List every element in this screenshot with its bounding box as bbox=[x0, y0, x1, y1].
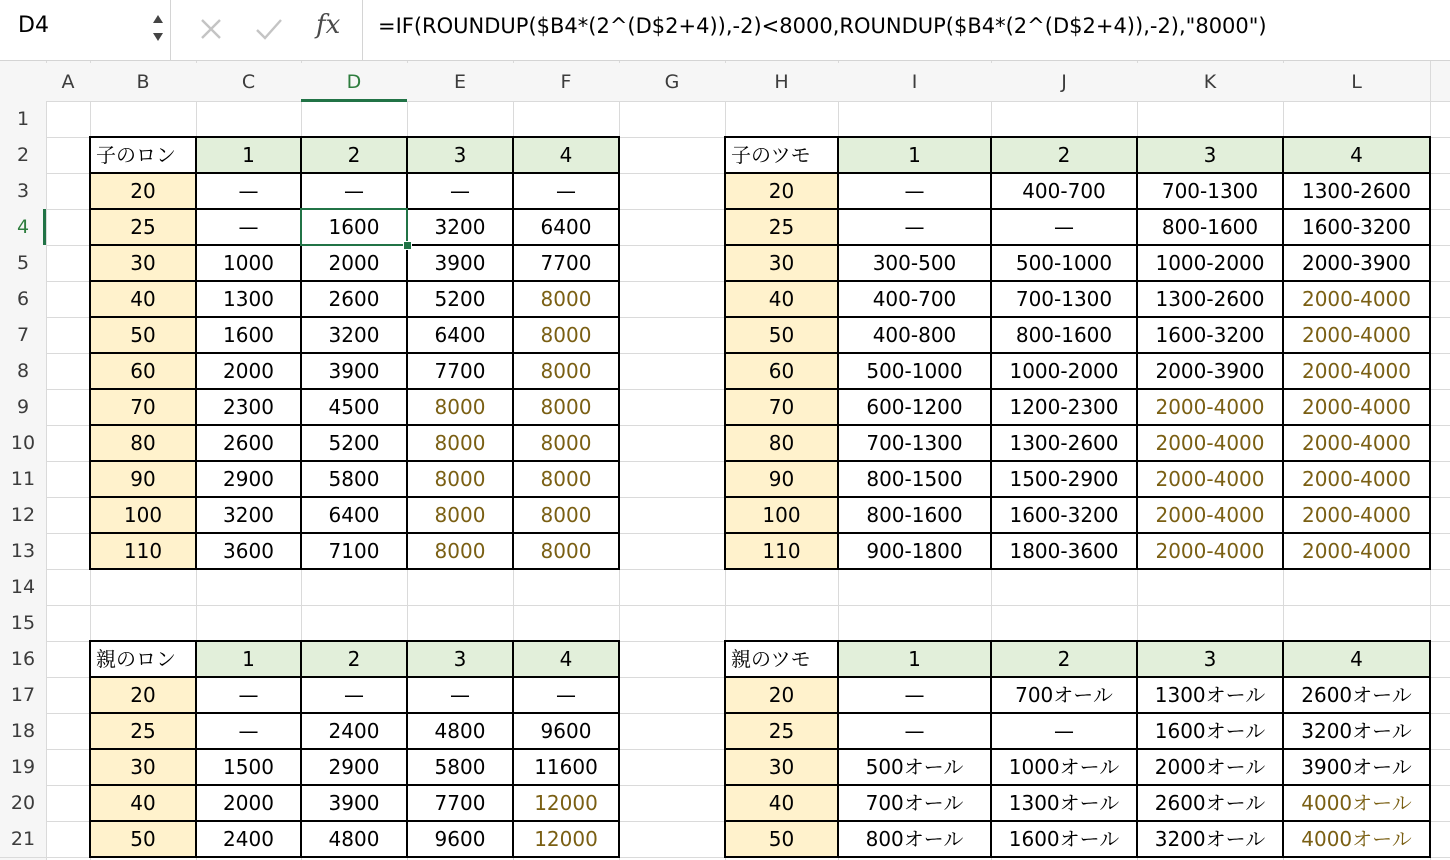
selected-row-indicator bbox=[43, 209, 46, 245]
value-cell[interactable]: 4800 bbox=[301, 821, 407, 857]
value-cell[interactable]: 3200 bbox=[407, 209, 513, 245]
table-border bbox=[89, 352, 620, 354]
table-title[interactable]: 親のツモ bbox=[725, 641, 838, 677]
insert-function-icon[interactable]: fx bbox=[316, 10, 341, 40]
value-cell[interactable]: 8000 bbox=[407, 389, 513, 425]
value-cell[interactable]: 800-1600 bbox=[991, 317, 1137, 353]
value-cell[interactable]: 2400 bbox=[301, 713, 407, 749]
value-cell[interactable]: 3900 bbox=[301, 353, 407, 389]
table-title[interactable]: 親のロン bbox=[90, 641, 196, 677]
value-cell[interactable]: 600-1200 bbox=[838, 389, 991, 425]
fu-cell[interactable]: 25 bbox=[90, 713, 196, 749]
row-header-1[interactable]: 1 bbox=[0, 101, 46, 137]
han-header[interactable]: 2 bbox=[301, 641, 407, 677]
value-cell[interactable]: 3900 bbox=[407, 245, 513, 281]
column-header-a[interactable]: A bbox=[46, 63, 90, 101]
table-border bbox=[724, 316, 1431, 318]
table-border bbox=[724, 532, 1431, 534]
value-cell[interactable]: 3900 bbox=[301, 785, 407, 821]
formula-bar-divider bbox=[362, 0, 363, 60]
value-cell[interactable]: — bbox=[991, 209, 1137, 245]
row-header-7[interactable]: 7 bbox=[0, 317, 46, 353]
fu-cell[interactable]: 40 bbox=[725, 281, 838, 317]
row-header-15[interactable]: 15 bbox=[0, 605, 46, 641]
table-border bbox=[724, 460, 1431, 462]
value-cell[interactable]: — bbox=[838, 713, 991, 749]
value-cell[interactable]: 2000-3900 bbox=[1137, 353, 1283, 389]
table-border bbox=[89, 280, 620, 282]
table-border bbox=[724, 640, 1431, 642]
value-cell[interactable]: 700-1300 bbox=[991, 281, 1137, 317]
value-cell[interactable]: — bbox=[301, 173, 407, 209]
column-header-c[interactable]: C bbox=[196, 63, 301, 101]
value-cell[interactable]: 5200 bbox=[301, 425, 407, 461]
table-border bbox=[89, 316, 620, 318]
value-cell[interactable]: 9600 bbox=[513, 713, 619, 749]
fu-cell[interactable]: 25 bbox=[725, 209, 838, 245]
fu-cell[interactable]: 40 bbox=[90, 785, 196, 821]
table-border bbox=[724, 172, 1431, 174]
row-header-11[interactable]: 11 bbox=[0, 461, 46, 497]
han-header[interactable]: 4 bbox=[513, 641, 619, 677]
value-cell[interactable]: 1000 bbox=[196, 245, 301, 281]
worksheet-grid[interactable] bbox=[0, 61, 1450, 860]
value-cell[interactable]: 8000 bbox=[407, 461, 513, 497]
table-border bbox=[89, 568, 620, 570]
value-cell[interactable]: 5800 bbox=[407, 749, 513, 785]
gridline-horizontal bbox=[0, 605, 1450, 606]
name-box-stepper-icon[interactable] bbox=[150, 10, 166, 46]
fu-cell[interactable]: 100 bbox=[90, 497, 196, 533]
value-cell[interactable]: 2000-4000 bbox=[1283, 317, 1430, 353]
fu-cell[interactable]: 80 bbox=[90, 425, 196, 461]
value-cell[interactable]: 800オール bbox=[838, 821, 991, 857]
value-cell[interactable]: — bbox=[991, 713, 1137, 749]
row-header-3[interactable]: 3 bbox=[0, 173, 46, 209]
table-border bbox=[89, 532, 620, 534]
value-cell[interactable]: 900-1800 bbox=[838, 533, 991, 569]
value-cell[interactable]: 500-1000 bbox=[838, 353, 991, 389]
row-header-13[interactable]: 13 bbox=[0, 533, 46, 569]
row-header-19[interactable]: 19 bbox=[0, 749, 46, 785]
column-header-f[interactable]: F bbox=[513, 63, 619, 101]
value-cell[interactable]: 3200 bbox=[301, 317, 407, 353]
table-border bbox=[89, 388, 620, 390]
value-cell[interactable]: 8000 bbox=[407, 425, 513, 461]
value-cell[interactable]: 2000オール bbox=[1137, 749, 1283, 785]
formula-input[interactable]: =IF(ROUNDUP($B4*(2^(D$2+4)),-2)<8000,ROUNDUP($B4*(2^(D$2+4)),-2),"8000") bbox=[378, 14, 1267, 38]
value-cell[interactable]: 2000 bbox=[301, 245, 407, 281]
value-cell[interactable]: 2600オール bbox=[1137, 785, 1283, 821]
table-border bbox=[724, 136, 1431, 138]
fu-cell[interactable]: 20 bbox=[90, 677, 196, 713]
value-cell[interactable]: — bbox=[196, 209, 301, 245]
value-cell[interactable]: 1300-2600 bbox=[991, 425, 1137, 461]
value-cell[interactable]: 6400 bbox=[407, 317, 513, 353]
table-border bbox=[724, 244, 1431, 246]
table-border bbox=[724, 676, 1431, 678]
value-cell[interactable]: 4800 bbox=[407, 713, 513, 749]
name-box-value: D4 bbox=[18, 13, 49, 38]
value-cell[interactable]: 700オール bbox=[838, 785, 991, 821]
value-cell[interactable]: 9600 bbox=[407, 821, 513, 857]
fu-cell[interactable]: 90 bbox=[725, 461, 838, 497]
han-header[interactable]: 2 bbox=[991, 641, 1137, 677]
value-cell[interactable]: 400-800 bbox=[838, 317, 991, 353]
value-cell[interactable]: 8000 bbox=[513, 281, 619, 317]
han-header[interactable]: 1 bbox=[196, 137, 301, 173]
value-cell[interactable]: — bbox=[407, 677, 513, 713]
table-border bbox=[89, 460, 620, 462]
value-cell[interactable]: 500-1000 bbox=[991, 245, 1137, 281]
value-cell[interactable]: 8000 bbox=[513, 425, 619, 461]
fu-cell[interactable]: 110 bbox=[725, 533, 838, 569]
value-cell[interactable]: 1600-3200 bbox=[1137, 317, 1283, 353]
row-header-17[interactable]: 17 bbox=[0, 677, 46, 713]
row-header-18[interactable]: 18 bbox=[0, 713, 46, 749]
value-cell[interactable]: — bbox=[407, 173, 513, 209]
value-cell[interactable]: 2900 bbox=[301, 749, 407, 785]
row-header-14[interactable]: 14 bbox=[0, 569, 46, 605]
row-header-16[interactable]: 16 bbox=[0, 641, 46, 677]
table-border bbox=[724, 856, 1431, 858]
fu-cell[interactable]: 30 bbox=[725, 245, 838, 281]
table-border bbox=[89, 136, 620, 138]
value-cell[interactable]: 5800 bbox=[301, 461, 407, 497]
value-cell[interactable]: 8000 bbox=[513, 533, 619, 569]
table-border bbox=[724, 784, 1431, 786]
fu-cell[interactable]: 80 bbox=[725, 425, 838, 461]
table-border bbox=[724, 712, 1431, 714]
value-cell[interactable]: 500オール bbox=[838, 749, 991, 785]
value-cell[interactable]: 1600 bbox=[196, 317, 301, 353]
row-header-10[interactable]: 10 bbox=[0, 425, 46, 461]
table-border bbox=[89, 640, 620, 642]
value-cell[interactable]: 1600-3200 bbox=[1283, 209, 1430, 245]
value-cell[interactable]: 800-1600 bbox=[838, 497, 991, 533]
column-header-e[interactable]: E bbox=[407, 63, 513, 101]
value-cell[interactable]: 8000 bbox=[513, 497, 619, 533]
table-border bbox=[89, 748, 620, 750]
value-cell[interactable]: — bbox=[838, 677, 991, 713]
han-header[interactable]: 2 bbox=[991, 137, 1137, 173]
value-cell[interactable]: 8000 bbox=[513, 353, 619, 389]
row-header-20[interactable]: 20 bbox=[0, 785, 46, 821]
value-cell[interactable]: 1000-2000 bbox=[1137, 245, 1283, 281]
table-border bbox=[89, 172, 620, 174]
fu-cell[interactable]: 20 bbox=[90, 173, 196, 209]
fu-cell[interactable]: 25 bbox=[725, 713, 838, 749]
han-header[interactable]: 3 bbox=[1137, 641, 1283, 677]
value-cell[interactable]: 700-1300 bbox=[1137, 173, 1283, 209]
value-cell[interactable]: 4000オール bbox=[1283, 785, 1430, 821]
han-header[interactable]: 3 bbox=[407, 641, 513, 677]
han-header[interactable]: 4 bbox=[513, 137, 619, 173]
row-header-6[interactable]: 6 bbox=[0, 281, 46, 317]
han-header[interactable]: 2 bbox=[301, 137, 407, 173]
table-border bbox=[724, 280, 1431, 282]
row-header-9[interactable]: 9 bbox=[0, 389, 46, 425]
value-cell[interactable]: — bbox=[196, 173, 301, 209]
value-cell[interactable]: 3600 bbox=[196, 533, 301, 569]
value-cell[interactable]: 1600オール bbox=[991, 821, 1137, 857]
value-cell[interactable]: 2900 bbox=[196, 461, 301, 497]
value-cell[interactable]: 2000-4000 bbox=[1137, 461, 1283, 497]
row-header-5[interactable]: 5 bbox=[0, 245, 46, 281]
table-border bbox=[89, 676, 620, 678]
fu-cell[interactable]: 30 bbox=[90, 245, 196, 281]
value-cell[interactable]: 1500 bbox=[196, 749, 301, 785]
cancel-icon[interactable] bbox=[196, 14, 226, 44]
value-cell[interactable]: 2000-4000 bbox=[1283, 389, 1430, 425]
column-header-i[interactable]: I bbox=[838, 63, 991, 101]
fill-handle[interactable] bbox=[403, 241, 412, 250]
column-header-j[interactable]: J bbox=[991, 63, 1137, 101]
value-cell[interactable]: 2000-4000 bbox=[1283, 461, 1430, 497]
column-header-d[interactable]: D bbox=[301, 63, 407, 101]
table-border bbox=[724, 748, 1431, 750]
han-header[interactable]: 3 bbox=[1137, 137, 1283, 173]
value-cell[interactable]: 4500 bbox=[301, 389, 407, 425]
value-cell[interactable]: 1300-2600 bbox=[1283, 173, 1430, 209]
value-cell[interactable]: — bbox=[838, 209, 991, 245]
table-border bbox=[724, 388, 1431, 390]
table-border bbox=[724, 208, 1431, 210]
value-cell[interactable]: — bbox=[196, 677, 301, 713]
value-cell[interactable]: 2600 bbox=[301, 281, 407, 317]
value-cell[interactable]: 2400 bbox=[196, 821, 301, 857]
fu-cell[interactable]: 30 bbox=[725, 749, 838, 785]
value-cell[interactable]: 3900オール bbox=[1283, 749, 1430, 785]
value-cell[interactable]: 11600 bbox=[513, 749, 619, 785]
fu-cell[interactable]: 20 bbox=[725, 173, 838, 209]
han-header[interactable]: 3 bbox=[407, 137, 513, 173]
value-cell[interactable]: 8000 bbox=[407, 533, 513, 569]
table-border bbox=[724, 352, 1431, 354]
fu-cell[interactable]: 110 bbox=[90, 533, 196, 569]
confirm-icon[interactable] bbox=[253, 14, 285, 44]
fu-cell[interactable]: 40 bbox=[90, 281, 196, 317]
han-header[interactable]: 4 bbox=[1283, 641, 1430, 677]
column-header-g[interactable]: G bbox=[619, 63, 725, 101]
fu-cell[interactable]: 50 bbox=[90, 821, 196, 857]
value-cell[interactable]: 2000-4000 bbox=[1283, 425, 1430, 461]
table-border bbox=[89, 784, 620, 786]
value-cell[interactable]: 2000-4000 bbox=[1283, 353, 1430, 389]
value-cell[interactable]: 8000 bbox=[513, 389, 619, 425]
column-header-l[interactable]: L bbox=[1283, 63, 1430, 101]
han-header[interactable]: 4 bbox=[1283, 137, 1430, 173]
column-header-b[interactable]: B bbox=[90, 63, 196, 101]
fu-cell[interactable]: 50 bbox=[90, 317, 196, 353]
row-header-12[interactable]: 12 bbox=[0, 497, 46, 533]
selected-column-indicator bbox=[301, 99, 407, 102]
value-cell[interactable]: 2000-4000 bbox=[1283, 281, 1430, 317]
table-border bbox=[89, 712, 620, 714]
value-cell[interactable]: 2000-4000 bbox=[1137, 425, 1283, 461]
table-title[interactable]: 子のロン bbox=[90, 137, 196, 173]
fu-cell[interactable]: 40 bbox=[725, 785, 838, 821]
value-cell[interactable]: 1300 bbox=[196, 281, 301, 317]
fu-cell[interactable]: 25 bbox=[90, 209, 196, 245]
fu-cell[interactable]: 60 bbox=[90, 353, 196, 389]
value-cell[interactable]: 2000-4000 bbox=[1283, 533, 1430, 569]
value-cell[interactable]: 1300-2600 bbox=[1137, 281, 1283, 317]
value-cell[interactable]: 1000オール bbox=[991, 749, 1137, 785]
value-cell[interactable]: 4000オール bbox=[1283, 821, 1430, 857]
fu-cell[interactable]: 50 bbox=[725, 317, 838, 353]
table-border bbox=[89, 820, 620, 822]
value-cell[interactable]: 7700 bbox=[407, 353, 513, 389]
value-cell[interactable]: — bbox=[196, 713, 301, 749]
value-cell[interactable]: 5200 bbox=[407, 281, 513, 317]
value-cell[interactable]: 1800-3600 bbox=[991, 533, 1137, 569]
value-cell[interactable]: 800-1500 bbox=[838, 461, 991, 497]
fu-cell[interactable]: 20 bbox=[725, 677, 838, 713]
value-cell[interactable]: 700オール bbox=[991, 677, 1137, 713]
table-border bbox=[724, 424, 1431, 426]
table-title[interactable]: 子のツモ bbox=[725, 137, 838, 173]
table-border bbox=[724, 496, 1431, 498]
value-cell[interactable]: 8000 bbox=[513, 317, 619, 353]
han-header[interactable]: 1 bbox=[196, 641, 301, 677]
table-border bbox=[724, 820, 1431, 822]
value-cell[interactable]: 12000 bbox=[513, 785, 619, 821]
value-cell[interactable]: — bbox=[301, 677, 407, 713]
value-cell[interactable]: 2600 bbox=[196, 425, 301, 461]
value-cell[interactable]: 1600-3200 bbox=[991, 497, 1137, 533]
value-cell[interactable]: 3200 bbox=[196, 497, 301, 533]
fu-cell[interactable]: 90 bbox=[90, 461, 196, 497]
fu-cell[interactable]: 30 bbox=[90, 749, 196, 785]
value-cell[interactable]: 3200オール bbox=[1137, 821, 1283, 857]
table-border bbox=[89, 496, 620, 498]
value-cell[interactable]: 700-1300 bbox=[838, 425, 991, 461]
value-cell[interactable]: 12000 bbox=[513, 821, 619, 857]
value-cell[interactable]: 2000-4000 bbox=[1137, 497, 1283, 533]
value-cell[interactable]: 300-500 bbox=[838, 245, 991, 281]
value-cell[interactable]: 7700 bbox=[513, 245, 619, 281]
column-header-k[interactable]: K bbox=[1137, 63, 1283, 101]
fu-cell[interactable]: 70 bbox=[90, 389, 196, 425]
gridline-horizontal bbox=[0, 101, 1450, 102]
fu-cell[interactable]: 50 bbox=[725, 821, 838, 857]
selected-cell-outline bbox=[300, 208, 408, 246]
value-cell[interactable]: 2000 bbox=[196, 353, 301, 389]
value-cell[interactable]: 2600オール bbox=[1283, 677, 1430, 713]
value-cell[interactable]: 2000 bbox=[196, 785, 301, 821]
row-header-2[interactable]: 2 bbox=[0, 137, 46, 173]
value-cell[interactable]: 8000 bbox=[407, 497, 513, 533]
row-header-8[interactable]: 8 bbox=[0, 353, 46, 389]
value-cell[interactable]: 400-700 bbox=[991, 173, 1137, 209]
value-cell[interactable]: 2000-3900 bbox=[1283, 245, 1430, 281]
table-border bbox=[724, 568, 1431, 570]
value-cell[interactable]: 1300オール bbox=[991, 785, 1137, 821]
han-header[interactable]: 1 bbox=[838, 137, 991, 173]
value-cell[interactable]: 3200オール bbox=[1283, 713, 1430, 749]
fu-cell[interactable]: 70 bbox=[725, 389, 838, 425]
column-header-h[interactable]: H bbox=[725, 63, 838, 101]
value-cell[interactable]: — bbox=[513, 677, 619, 713]
value-cell[interactable]: 1300オール bbox=[1137, 677, 1283, 713]
name-box[interactable] bbox=[0, 0, 171, 60]
value-cell[interactable]: 800-1600 bbox=[1137, 209, 1283, 245]
value-cell[interactable]: 1600オール bbox=[1137, 713, 1283, 749]
value-cell[interactable]: 7700 bbox=[407, 785, 513, 821]
value-cell[interactable]: 1000-2000 bbox=[991, 353, 1137, 389]
value-cell[interactable]: 400-700 bbox=[838, 281, 991, 317]
han-header[interactable]: 1 bbox=[838, 641, 991, 677]
value-cell[interactable]: 2300 bbox=[196, 389, 301, 425]
value-cell[interactable]: 1200-2300 bbox=[991, 389, 1137, 425]
formula-bar bbox=[0, 0, 1450, 61]
value-cell[interactable]: 7100 bbox=[301, 533, 407, 569]
select-all-corner[interactable] bbox=[0, 61, 46, 101]
value-cell[interactable]: 8000 bbox=[513, 461, 619, 497]
row-header-21[interactable]: 21 bbox=[0, 821, 46, 857]
value-cell[interactable]: 1500-2900 bbox=[991, 461, 1137, 497]
value-cell[interactable]: 2000-4000 bbox=[1137, 389, 1283, 425]
value-cell[interactable]: 6400 bbox=[513, 209, 619, 245]
value-cell[interactable]: — bbox=[513, 173, 619, 209]
value-cell[interactable]: 6400 bbox=[301, 497, 407, 533]
value-cell[interactable]: 2000-4000 bbox=[1137, 533, 1283, 569]
fu-cell[interactable]: 100 bbox=[725, 497, 838, 533]
table-border bbox=[89, 856, 620, 858]
value-cell[interactable]: — bbox=[838, 173, 991, 209]
value-cell[interactable]: 2000-4000 bbox=[1283, 497, 1430, 533]
value-cell[interactable]: 1600 bbox=[301, 209, 407, 245]
table-border bbox=[89, 424, 620, 426]
row-header-4[interactable]: 4 bbox=[0, 209, 46, 245]
fu-cell[interactable]: 60 bbox=[725, 353, 838, 389]
